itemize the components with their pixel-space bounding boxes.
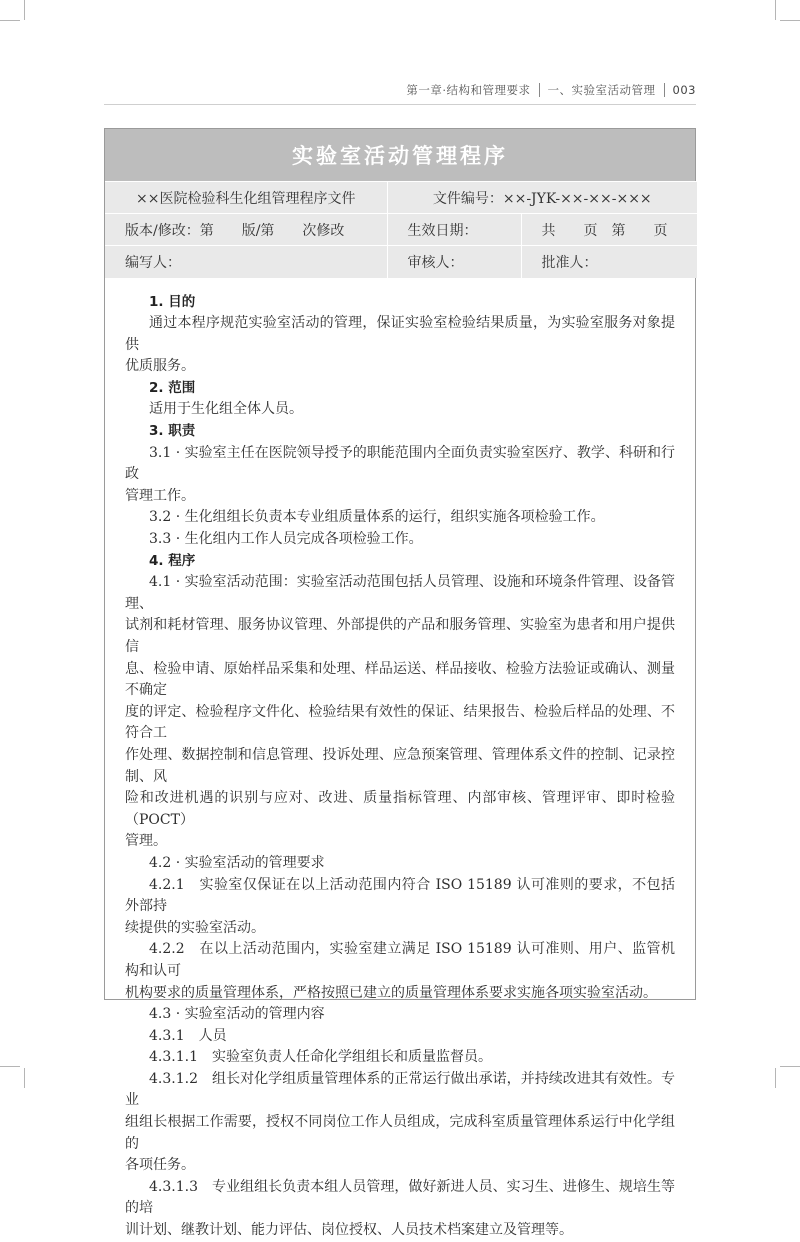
body-line: 4.1 · 实验室活动范围：实验室活动范围包括人员管理、设施和环境条件管理、设备管理、	[125, 574, 675, 612]
body-line: 4.3 · 实验室活动的管理内容	[149, 1006, 325, 1023]
body-line: 作处理、数据控制和信息管理、投诉处理、应急预案管理、管理体系文件的控制、记录控制、风	[125, 746, 675, 785]
document-title: 实验室活动管理程序	[105, 129, 695, 181]
page-number: 003	[672, 83, 696, 97]
header-row	[105, 246, 697, 278]
running-header	[406, 80, 696, 100]
body-line: 通过本程序规范实验室活动的管理，保证实验室检验结果质量，为实验室服务对象提供	[125, 315, 675, 353]
document-header-table	[105, 181, 697, 278]
pages-cell: 共 页 第 页	[521, 214, 697, 246]
body-line: 管理工作。	[125, 487, 195, 504]
body-line: 组组长根据工作需要，授权不同岗位工作人员组成，完成科室质量管理体系运行中化学组的	[125, 1114, 675, 1152]
reviewer-cell: 审核人：	[387, 246, 521, 278]
body-line: 优质服务。	[125, 358, 195, 375]
body-line: 4.2 · 实验室活动的管理要求	[149, 854, 325, 871]
running-header-section: 一、实验室活动管理	[547, 83, 656, 97]
running-header-separator	[539, 83, 540, 97]
body-line: 4.2.1 实验室仅保证在以上活动范围内符合 ISO 15189 认可准则的要求，不包括外部持	[125, 876, 675, 915]
body-line: 机构要求的质量管理体系，严格按照已建立的质量管理体系要求实施各项实验室活动。	[125, 984, 657, 1001]
body-line: 适用于生化组全体人员。	[149, 401, 303, 418]
running-header-chapter: 第一章·结构和管理要求	[406, 83, 531, 97]
body-line: 3.3 · 生化组内工作人员完成各项检验工作。	[149, 531, 423, 548]
header-rule	[104, 104, 696, 105]
crop-mark	[775, 1068, 776, 1088]
body-line: 险和改进机遇的识别与应对、改进、质量指标管理、内部审核、管理评审、即时检验（POCT）	[125, 790, 675, 828]
body-line: 3.2 · 生化组组长负责本专业组质量体系的运行，组织实施各项检验工作。	[149, 509, 605, 526]
file-number-cell: 文件编号：××-JYK-××-××-×××	[387, 182, 697, 214]
body-line: 各项任务。	[125, 1157, 195, 1174]
crop-mark	[775, 0, 776, 20]
running-header-separator	[664, 83, 665, 97]
body-line: 4.2.2 在以上活动范围内，实验室建立满足 ISO 15189 认可准则、用户、监管机构和认可	[125, 941, 675, 979]
document-body	[105, 278, 695, 1242]
body-line: 管理。	[125, 833, 167, 850]
crop-mark	[780, 1066, 800, 1067]
section-heading: 3. 职责	[149, 423, 196, 440]
section-heading: 2. 范围	[149, 379, 196, 396]
effective-date-cell: 生效日期：	[387, 214, 521, 246]
crop-mark	[780, 20, 800, 21]
body-line: 4.3.1.2 组长对化学组质量管理体系的正常运行做出承诺，并持续改进其有效性。专业	[125, 1070, 675, 1109]
body-line: 训计划、继教计划、能力评估、岗位授权、人员技术档案建立及管理等。	[125, 1222, 573, 1239]
approver-cell: 批准人：	[521, 246, 697, 278]
body-line: 4.3.1.1 实验室负责人任命化学组组长和质量监督员。	[149, 1049, 492, 1066]
header-row	[105, 182, 697, 214]
version-cell: 版本/修改：第 版/第 次修改	[105, 214, 387, 246]
body-line: 息、检验申请、原始样品采集和处理、样品运送、样品接收、检验方法验证或确认、测量不确定	[125, 660, 675, 699]
crop-mark	[24, 0, 25, 20]
author-cell: 编写人：	[105, 246, 387, 278]
body-line: 续提供的实验室活动。	[125, 919, 265, 936]
body-line: 试剂和耗材管理、服务协议管理、外部提供的产品和服务管理、实验室为患者和用户提供信	[125, 617, 675, 655]
header-row	[105, 214, 697, 246]
body-line: 4.3.1 人员	[149, 1027, 227, 1044]
section-heading: 1. 目的	[149, 293, 196, 310]
file-name-cell: ××医院检验科生化组管理程序文件	[105, 182, 387, 214]
body-line: 3.1 · 实验室主任在医院领导授予的职能范围内全面负责实验室医疗、教学、科研和行政	[125, 444, 675, 483]
body-line: 度的评定、检验程序文件化、检验结果有效性的保证、结果报告、检验后样品的处理、不符合工	[125, 703, 675, 742]
section-heading: 4. 程序	[149, 552, 196, 569]
crop-mark	[0, 1066, 20, 1067]
crop-mark	[24, 1068, 25, 1088]
body-line: 4.3.1.3 专业组组长负责本组人员管理，做好新进人员、实习生、进修生、规培生等的培	[125, 1178, 675, 1217]
document-frame	[104, 128, 696, 1239]
crop-mark	[0, 20, 20, 21]
